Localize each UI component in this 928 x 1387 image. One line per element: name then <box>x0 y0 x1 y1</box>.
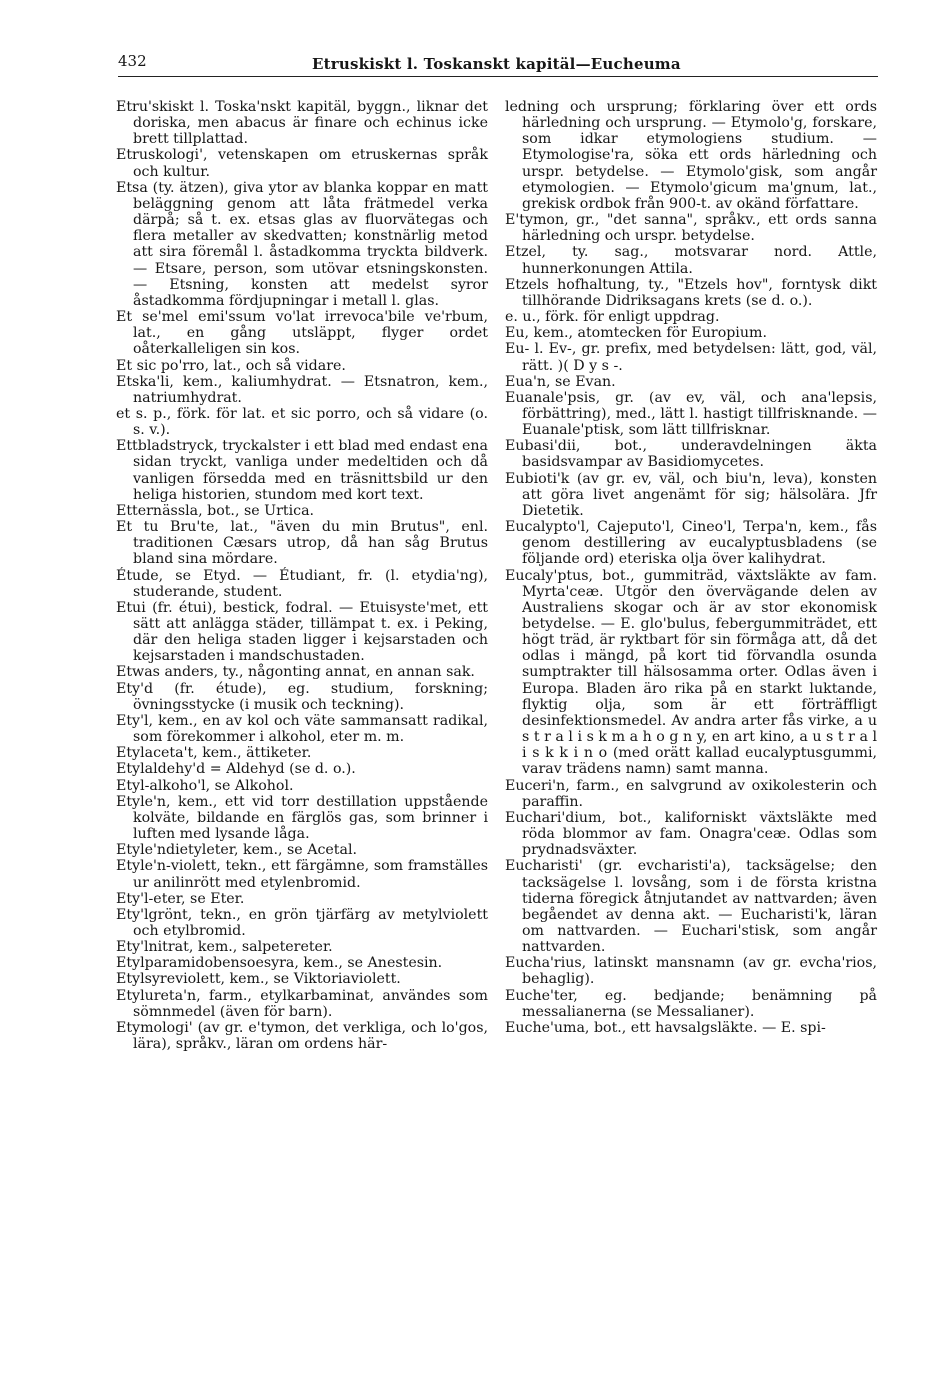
dictionary-entry: Et se'mel emi'ssum vo'lat irrevoca'bile ve'rbum, lat., en gång utsläppt, flyger ordet oåterkalleligen sin kos. <box>116 309 488 358</box>
dictionary-entry: Etru'skiskt l. Toska'nskt kapitäl, byggn., liknar det doriska, men abacus är finare och echinus icke brett tillplattad. <box>116 99 488 148</box>
dictionary-entry: Euche'uma, bot., ett havsalgsläkte. — E. spi- <box>505 1019 826 1036</box>
dictionary-entry: Et tu Bru'te, lat., "även du min Brutus", enl. traditionen Cæsars utrop, då han såg Brutus bland sina mördare. <box>116 519 488 568</box>
dictionary-entry: Etska'li, kem., kaliumhydrat. — Etsnatron, kem., natriumhydrat. <box>116 373 488 406</box>
dictionary-entry: Etylparamidobensoesyra, kem., se Anestesin. <box>116 955 443 972</box>
dictionary-entry: Eu, kem., atomtecken för Europium. <box>505 325 767 342</box>
dictionary-entry: Euanale'psis, gr. (av ev, väl, och ana'lepsis, förbättring), med., lätt l. hastigt tillfrisknande. — Euanale'ptisk, som lätt tillfrisknar. <box>505 389 877 439</box>
dictionary-entry: Ety'd (fr. étude), eg. studium, forskning; övningsstycke (i musik och teckning). <box>116 680 488 713</box>
dictionary-entry: Etylaceta't, kem., ättiketer. <box>116 745 312 762</box>
dictionary-entry: Etyl-alkoho'l, se Alkohol. <box>116 777 294 794</box>
dictionary-entry: Et sic po'rro, lat., och så vidare. <box>116 357 346 374</box>
dictionary-entry: Étude, se Etyd. — Étudiant, fr. (l. etydia'ng), studerande, student. <box>116 567 488 600</box>
dictionary-entry: Ettbladstryck, tryckalster i ett blad med endast ena sidan tryckt, vanliga under medeltiden och då vanligen försedda med en träsnittsbild ur den heliga historien, stundom med kort text. <box>116 438 488 503</box>
dictionary-entry: Etzel, ty. sag., motsvarar nord. Attle, hunnerkonungen Attila. <box>505 244 877 277</box>
dictionary-entry: Etui (fr. étui), bestick, fodral. — Etuisyste'met, ett sätt att anlägga städer, tillämpat t. ex. i Peking, där den heliga staden ligger i kejsarstaden och kejsarstaden i mandschustaden. <box>116 599 488 665</box>
dictionary-entry: Etternässla, bot., se Urtica. <box>116 502 315 519</box>
dictionary-entry: Eua'n, se Evan. <box>505 373 616 390</box>
dictionary-entry: Eubioti'k (av gr. ev, väl, och biu'n, leva), konsten att göra livet angenämt för sig; hälsolära. Jfr Dietetik. <box>505 470 877 519</box>
dictionary-entry: Eucha'rius, latinskt mansnamn (av gr. evcha'rios, behaglig). <box>505 955 877 988</box>
page-number: 432 <box>118 52 147 70</box>
dictionary-entry: Etsa (ty. ätzen), giva ytor av blanka koppar en matt beläggning genom att låta frätmedel verka därpå; så t. ex. etsas glas av fluorvätegas och flera metaller av skedvatten; konstnärlig metod att sira föremål l. åstadkomma tryckta bildverk. — Etsare, person, som utövar etsningskonsten. — Etsning, konsten att medelst syror åstadkomma fördjupningar i metall l. glas. <box>116 179 488 309</box>
right-column <box>505 99 877 1036</box>
dictionary-entry: Eucalypto'l, Cajeputo'l, Cineo'l, Terpa'n, kem., fås genom destillering av eucalyptusbladens (se följande ord) eteriska olja över kalihydrat. <box>505 519 877 568</box>
dictionary-entry: Etylsyreviolett, kem., se Viktoriaviolett. <box>116 971 401 988</box>
running-title: Etruskiskt l. Toskanskt kapitäl—Eucheuma <box>312 55 681 73</box>
dictionary-entry: Eucharisti' (gr. evcharisti'a), tacksägelse; den tacksägelse l. lovsång, som i de första kristna tiderna föregick åtnjutandet av nattvarden; även begåendet av denna akt. — Eucharisti'k, läran om nattvarden. — Euchari'stisk, som angår nattvarden. <box>505 858 877 956</box>
dictionary-entry: Etyle'n, kem., ett vid torr destillation uppstående kolväte, bildande en färglös gas, som brinner i luften med lysande låga. <box>116 793 488 843</box>
dictionary-entry: Eucaly'ptus, bot., gummiträd, växtsläkte av fam. Myrta'ceæ. Utgör den övervägande delen av Australiens skogar och är av stor ekonomisk betydelse. — E. glo'bulus, febergummiträdet, ett högt träd, är ryktbart för sin förmåga att, då det odlas i mängd, på kort tid förvandla osunda sumptrakter till hälsosamma orter. Odlas även i Europa. Bladen äro rika på en starkt luktande, flyktig olja, som är ett förträffligt desinfektionsmedel. Av andra arter fås virke, a u s t r a l i s k m a h o g n y, en art kino, a u s t r a l i s k k i n o (med orätt kallad eucalyptusgummi, varav trädens namn) samt manna. <box>505 567 877 778</box>
dictionary-entry: Euceri'n, farm., en salvgrund av oxikolesterin och paraffin. <box>505 777 877 810</box>
dictionary-entry: Euche'ter, eg. bedjande; benämning på messalianerna (se Messalianer). <box>505 987 877 1020</box>
dictionary-entry: Etyle'ndietyleter, kem., se Acetal. <box>116 842 358 859</box>
dictionary-entry: e. u., förk. för enligt uppdrag. <box>505 309 720 326</box>
running-header <box>118 50 878 77</box>
dictionary-entry: Etyle'n-violett, tekn., ett färgämne, som framställes ur anilinrött med etylenbromid. <box>116 858 488 891</box>
dictionary-entry: Etwas anders, ty., någonting annat, en annan sak. <box>116 664 475 681</box>
dictionary-entry: Euchari'dium, bot., kaliforniskt växtsläkte med röda blommor av fam. Onagra'ceæ. Odlas som prydnadsväxter. <box>505 809 877 859</box>
dictionary-entry: Etymologi' (av gr. e'tymon, det verkliga, och lo'gos, lära), språkv., läran om ordens här- <box>116 1019 488 1053</box>
dictionary-entry: Etylureta'n, farm., etylkarbaminat, användes som sömnmedel (även för barn). <box>116 987 488 1020</box>
dictionary-entry: Eu- l. Ev-, gr. prefix, med betydelsen: lätt, god, väl, rätt. )( D y s -. <box>505 341 877 374</box>
dictionary-entry: ledning och ursprung; förklaring över ett ords härledning och ursprung. — Etymolo'g, forskare, som idkar etymologiens studium. — Etymologise'ra, söka ett ords härledning och urspr. betydelse. — Etymolo'gisk, som angår etymologien. — Etymolo'gicum ma'gnum, lat., grekisk ordbok från 900-t. av okänd författare. <box>505 99 877 212</box>
dictionary-entry: Ety'lnitrat, kem., salpetereter. <box>116 939 333 956</box>
dictionary-entry: E'tymon, gr., "det sanna", språkv., ett ords sanna härledning och urspr. betydelse. <box>505 212 877 245</box>
dictionary-entry: Eubasi'dii, bot., underavdelningen äkta basidsvampar av Basidiomycetes. <box>505 438 877 471</box>
dictionary-entry: Etylaldehy'd = Aldehyd (se d. o.). <box>116 761 356 778</box>
dictionary-entry: Ety'lgrönt, tekn., en grön tjärfärg av metylviolett och etylbromid. <box>116 906 488 939</box>
dictionary-entry: Ety'l, kem., en av kol och väte sammansatt radikal, som förekommer i alkohol, eter m. m. <box>116 712 488 746</box>
dictionary-entry: Ety'l-eter, se Eter. <box>116 890 245 907</box>
left-column <box>116 99 488 1052</box>
dictionary-entry: Etzels hofhaltung, ty., "Etzels hov", forntysk dikt tillhörande Didriksagans krets (se d. o.). <box>505 276 877 309</box>
dictionary-entry: Etruskologi', vetenskapen om etruskernas språk och kultur. <box>116 147 488 180</box>
dictionary-entry: et s. p., förk. för lat. et sic porro, och så vidare (o. s. v.). <box>116 405 488 439</box>
